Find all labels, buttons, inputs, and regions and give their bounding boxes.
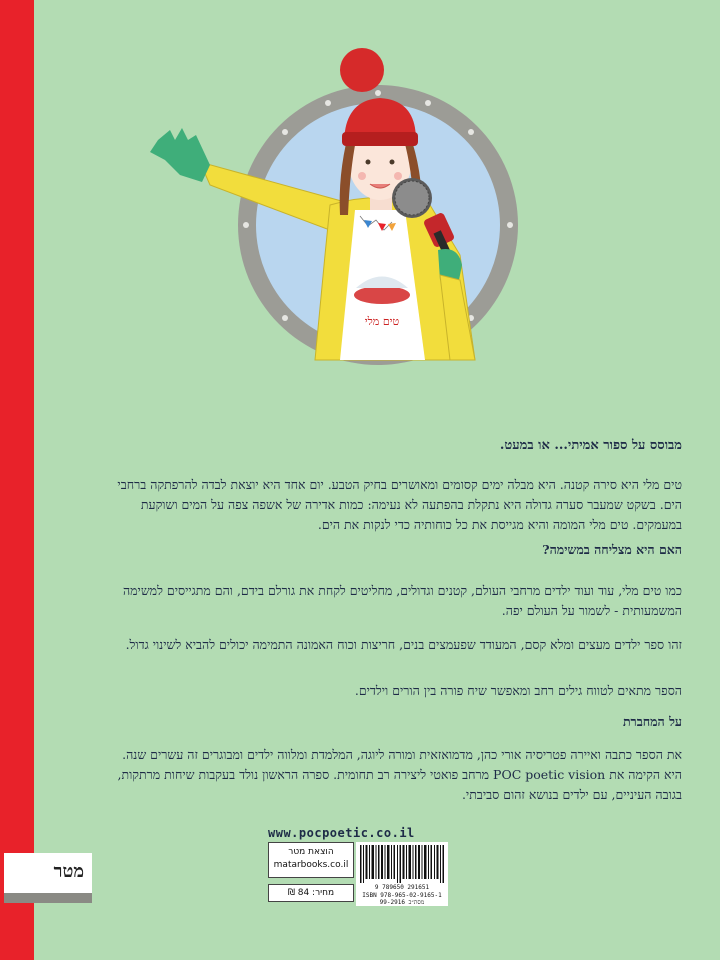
hat-band [342, 132, 418, 146]
publisher-imprint: הוצאת מטר [288, 847, 334, 857]
barcode-bars [356, 845, 448, 885]
tagline: מבוסס על ספור אמיתי... או במעט. [499, 438, 682, 453]
publisher-logo [4, 853, 92, 893]
barcode-catalog: מסת״ב 99-2916 [379, 899, 425, 906]
publisher-url: matarbooks.co.il [273, 860, 349, 870]
author-bio: את הספר כתבה ואיירה פטריסיה אורי כהן, מדמואזאית ומורה ליוגה, המלמדת ומלווה ילדים ומבוגרים זה עשרים שנה. היא הקימה את POC poetic vision מרחב פואטי ליצירה רב תחומית. ספרה הראשון נולד בעקבות שיחות מרתקות, בגובה העיניים, עם ילדים בנושא זהום סביבתי. [117, 746, 682, 802]
shirt-text: טים מלי [364, 315, 400, 328]
barcode-digits: 9 789650 291651 [374, 884, 430, 891]
author-heading: על המחברת [622, 714, 682, 729]
red-spine [0, 0, 34, 960]
left-glove [150, 128, 210, 182]
logo-bar [4, 893, 92, 903]
publisher-imprint-box [268, 842, 354, 878]
shirt-bowl [354, 286, 410, 304]
hat-pompom [340, 48, 384, 92]
price-label: מחיר: 84 ₪ [268, 884, 354, 902]
story-paragraph-4: הספר מתאים לטווח גילים רחב ומאפשר שיח פורה בין הורים וילדים. [354, 682, 682, 698]
barcode-icon [356, 842, 448, 906]
story-question: האם היא מצליחה במשימה? [542, 542, 682, 557]
website-url[interactable]: www.pocpoetic.co.il [268, 826, 415, 840]
cover-illustration [140, 40, 540, 420]
barcode-isbn: ISBN 978-965-02-9165-1 [362, 892, 442, 899]
story-paragraph-2: כמו טים מלי, עוד ועוד ילדים מרחבי העולם, קטנים וגדולים, מחליטים לקחת את גורלם בידם, והם מתגייסים למשימה המשמעותית - לשמור על העולם יפה. [122, 582, 682, 618]
story-paragraph: טים מלי היא סירה קטנה. היא מבלה ימים קסומים ומאושרים בחיק הטבע. יום אחד היא יוצאת לבדה להרפתקה ברחבי הים. בשקט שמעבר סערה גדולה היא נתקלת בהפתעה לא נעימה: כמות אדירה של אשפה צפה על המים ושוקעת במעמקים. טים מלי המומה והיא מגייסת את כל כוחותיה כדי לנקות את הים. [117, 476, 682, 532]
publisher-logo-text: מטר [53, 861, 84, 882]
story-paragraph-3: זהו ספר ילדים מעצים ומלא קסם, המעודד שפעמצים בנים, חריצות וכוח האמונה התמימה יכולים להביא לשינוי גדול. [125, 636, 682, 652]
